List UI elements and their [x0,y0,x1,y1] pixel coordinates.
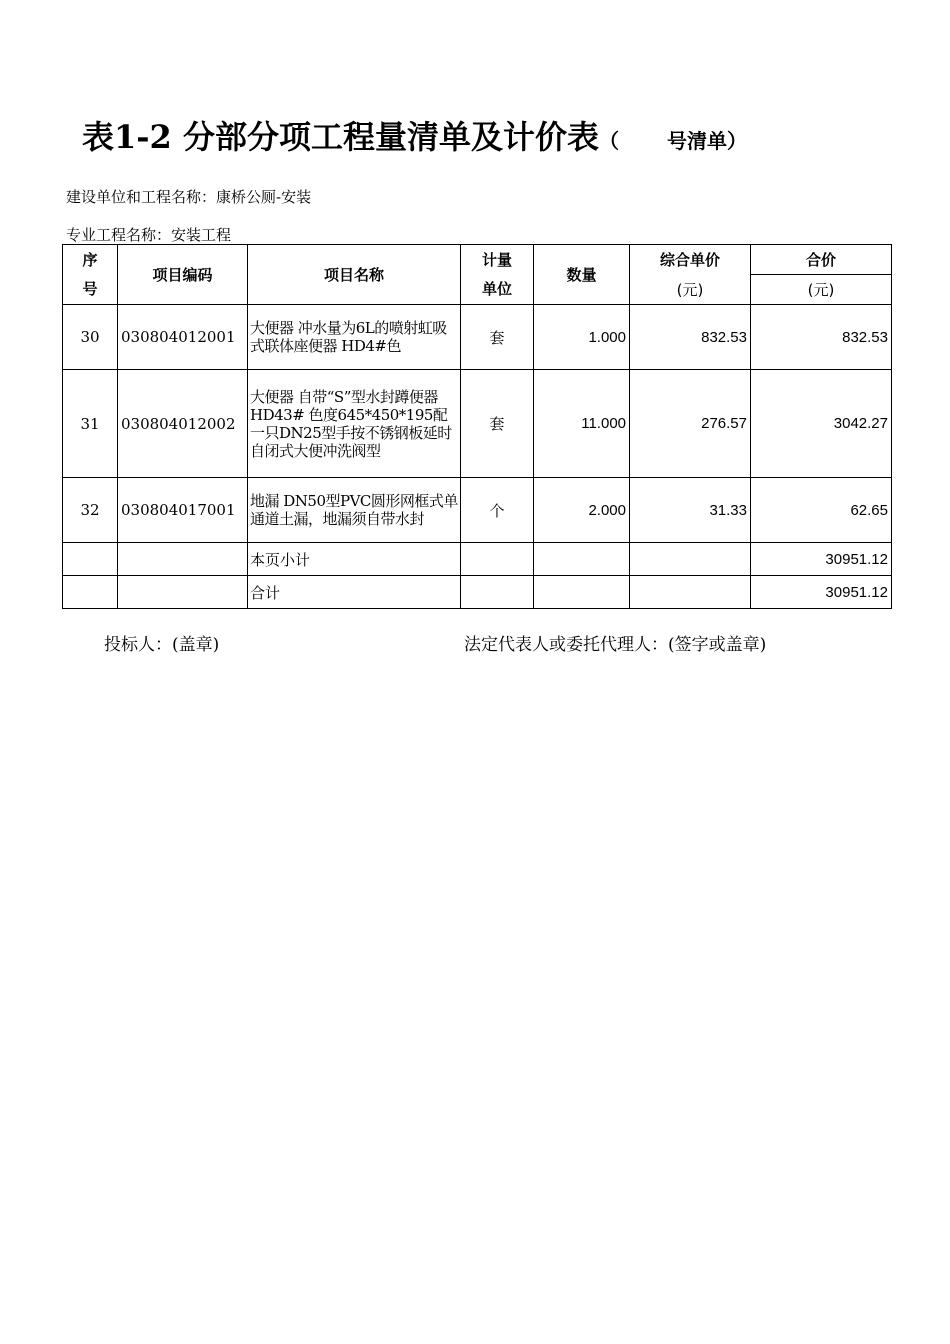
bidder-signature-line: 投标人：(盖章) [104,635,220,655]
subtotal-value: 30951.12 [751,543,892,576]
header-unit-price-unit: (元) [630,275,751,305]
cell-empty [63,543,118,576]
subtotal-label: 本页小计 [248,543,461,576]
header-seq-top: 序 [82,250,98,269]
cell-empty [461,576,534,609]
table-row [63,370,892,478]
cell-code: 030804017001 [118,478,248,543]
header-code: 项目编码 [118,245,248,305]
cell-unit-price: 832.53 [630,305,751,370]
cell-name: 大便器 冲水量为6L的喷射虹吸式联体座便器 HD4#色 [248,305,461,370]
cell-empty [118,576,248,609]
header-unit-price: 综合单价 [630,245,751,275]
header-quantity: 数量 [534,245,630,305]
header-unit-bottom: 单位 [481,279,512,298]
header-seq-bottom: 号 [82,279,98,298]
cell-code: 030804012002 [118,370,248,478]
header-unit-top: 计量 [481,250,512,269]
header-seq [63,245,118,305]
cell-empty [118,543,248,576]
cell-unit: 套 [461,370,534,478]
representative-signature-line: 法定代表人或委托代理人：(签字或盖章) [464,635,767,655]
cell-seq: 31 [63,370,118,478]
cell-empty [63,576,118,609]
page-title [82,112,747,158]
cell-quantity: 1.000 [534,305,630,370]
header-total: 合价 [751,245,892,275]
cell-name: 地漏 DN50型PVC圆形网框式单通道土漏，地漏须自带水封 [248,478,461,543]
project-name-line: 建设单位和工程名称：康桥公厕-安装 [66,188,312,206]
specialty-name-line: 专业工程名称：安装工程 [66,226,232,244]
table-row [63,478,892,543]
grand-total-value: 30951.12 [751,576,892,609]
grand-total-label: 合计 [248,576,461,609]
title-open-paren: （ [598,129,619,153]
cell-total: 832.53 [751,305,892,370]
cell-seq: 32 [63,478,118,543]
header-total-unit: (元) [751,275,892,305]
cell-quantity: 11.000 [534,370,630,478]
cell-unit-price: 276.57 [630,370,751,478]
cell-quantity: 2.000 [534,478,630,543]
bill-of-quantities-table [62,244,892,609]
cell-unit-price: 31.33 [630,478,751,543]
header-name: 项目名称 [248,245,461,305]
cell-empty [534,576,630,609]
cell-total: 62.65 [751,478,892,543]
subtotal-row [63,543,892,576]
cell-code: 030804012001 [118,305,248,370]
grand-total-row [63,576,892,609]
cell-seq: 30 [63,305,118,370]
title-list-label: 号清单） [666,129,747,153]
cell-unit: 个 [461,478,534,543]
cell-name: 大便器 自带“S”型水封蹲便器HD43# 色度645*450*195配一只DN25型手按不锈钢板延时自闭式大便冲洗阀型 [248,370,461,478]
cell-empty [630,576,751,609]
title-main: 表1-2 分部分项工程量清单及计价表 [82,118,599,156]
cell-empty [534,543,630,576]
header-unit [461,245,534,305]
cell-empty [630,543,751,576]
cell-unit: 套 [461,305,534,370]
cell-empty [461,543,534,576]
cell-total: 3042.27 [751,370,892,478]
table-row [63,305,892,370]
header-row [63,245,892,275]
